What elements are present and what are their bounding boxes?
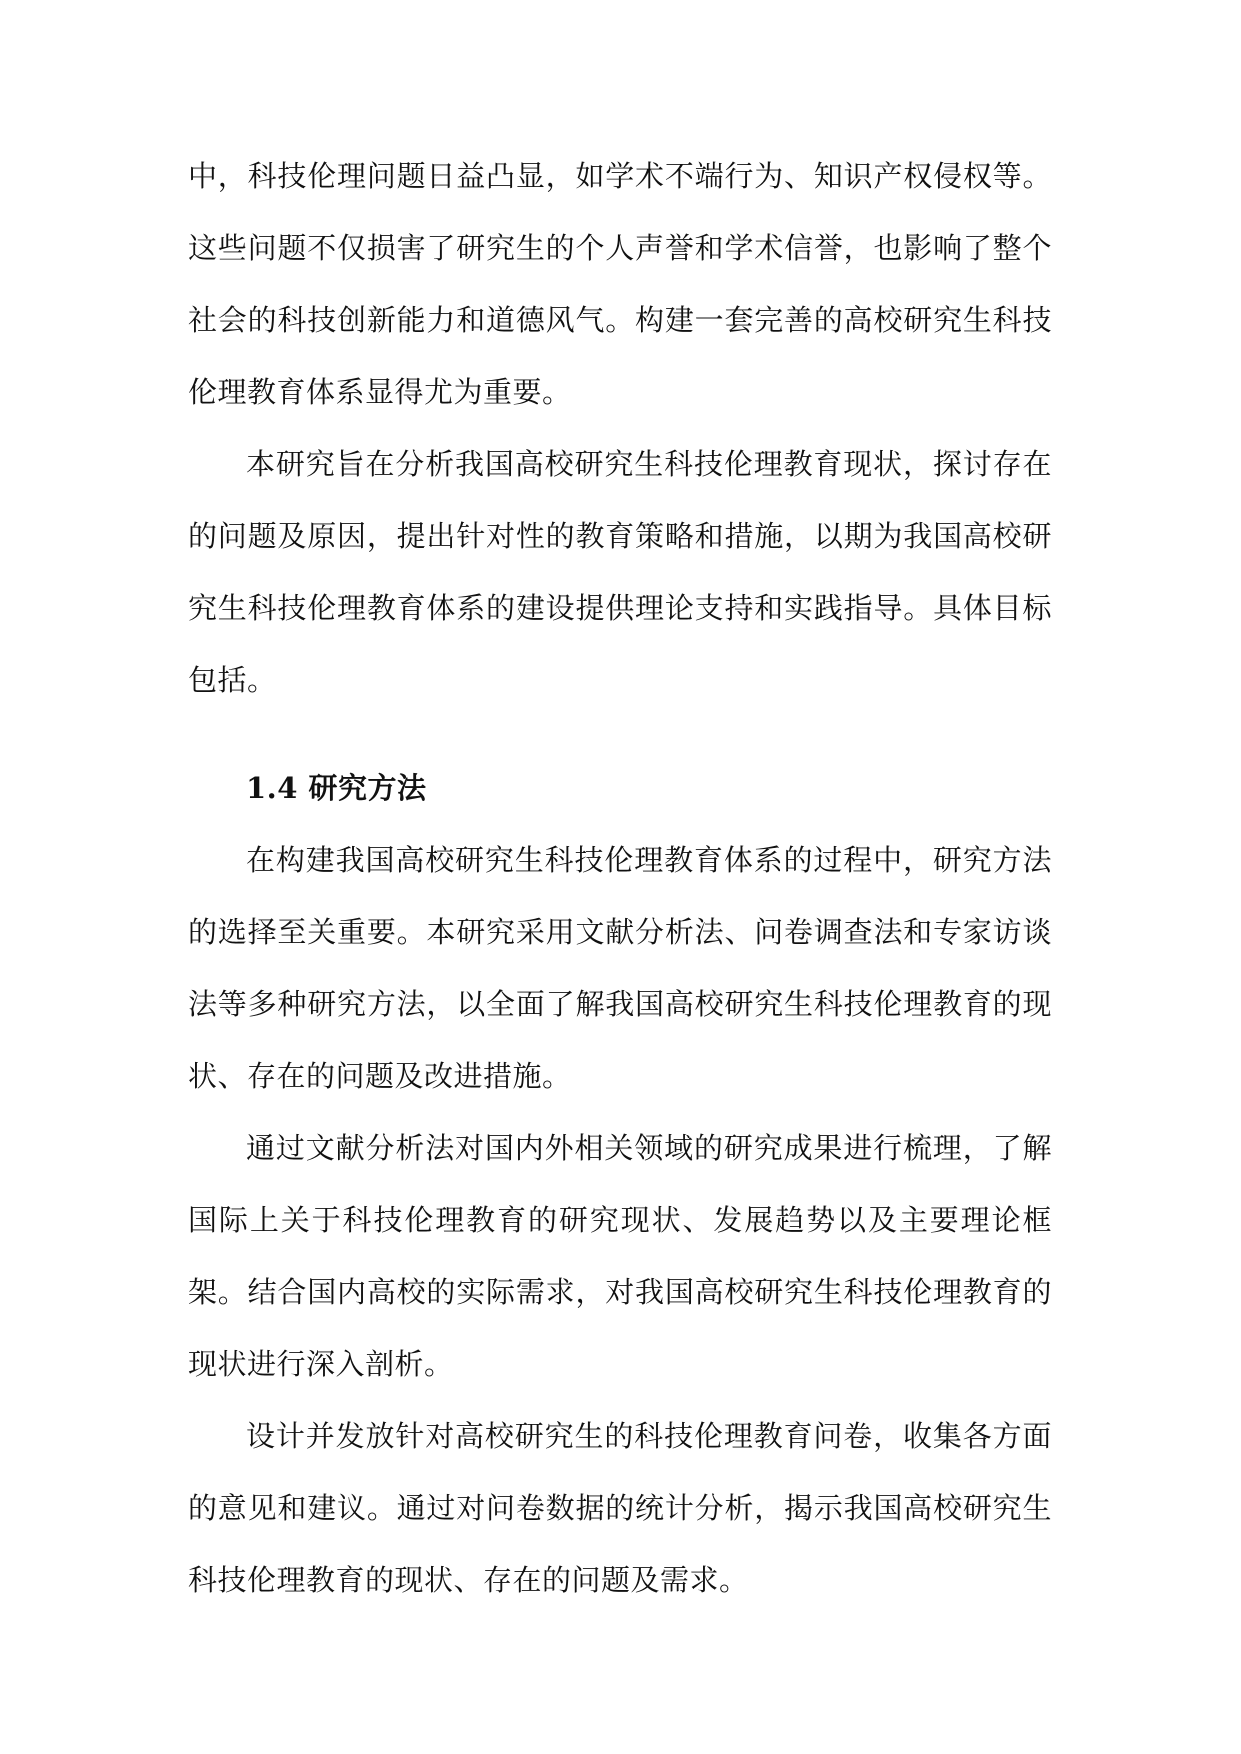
paragraph-methods-overview: 在构建我国高校研究生科技伦理教育体系的过程中，研究方法的选择至关重要。本研究采用文献分析法、问卷调查法和专家访谈法等多种研究方法，以全面了解我国高校研究生科技伦理教育的现状、存在的问题及改进措施。 bbox=[188, 843, 1052, 1093]
paragraph-continued: 中，科技伦理问题日益凸显，如学术不端行为、知识产权侵权等。这些问题不仅损害了研究生的个人声誉和学术信誉，也影响了整个社会的科技创新能力和道德风气。构建一套完善的高校研究生科技伦理教育体系显得尤为重要。 bbox=[188, 159, 1052, 409]
paragraph-literature-analysis: 通过文献分析法对国内外相关领域的研究成果进行梳理，了解国际上关于科技伦理教育的研究现状、发展趋势以及主要理论框架。结合国内高校的实际需求，对我国高校研究生科技伦理教育的现状进行深入剖析。 bbox=[188, 1131, 1052, 1381]
section-heading-research-methods: 1.4 研究方法 bbox=[246, 771, 427, 805]
paragraph-questionnaire: 设计并发放针对高校研究生的科技伦理教育问卷，收集各方面的意见和建议。通过对问卷数据的统计分析，揭示我国高校研究生科技伦理教育的现状、存在的问题及需求。 bbox=[188, 1419, 1052, 1597]
paragraph-research-aim: 本研究旨在分析我国高校研究生科技伦理教育现状，探讨存在的问题及原因，提出针对性的教育策略和措施，以期为我国高校研究生科技伦理教育体系的建设提供理论支持和实践指导。具体目标包括。 bbox=[188, 447, 1052, 697]
document-page bbox=[188, 140, 1052, 1616]
